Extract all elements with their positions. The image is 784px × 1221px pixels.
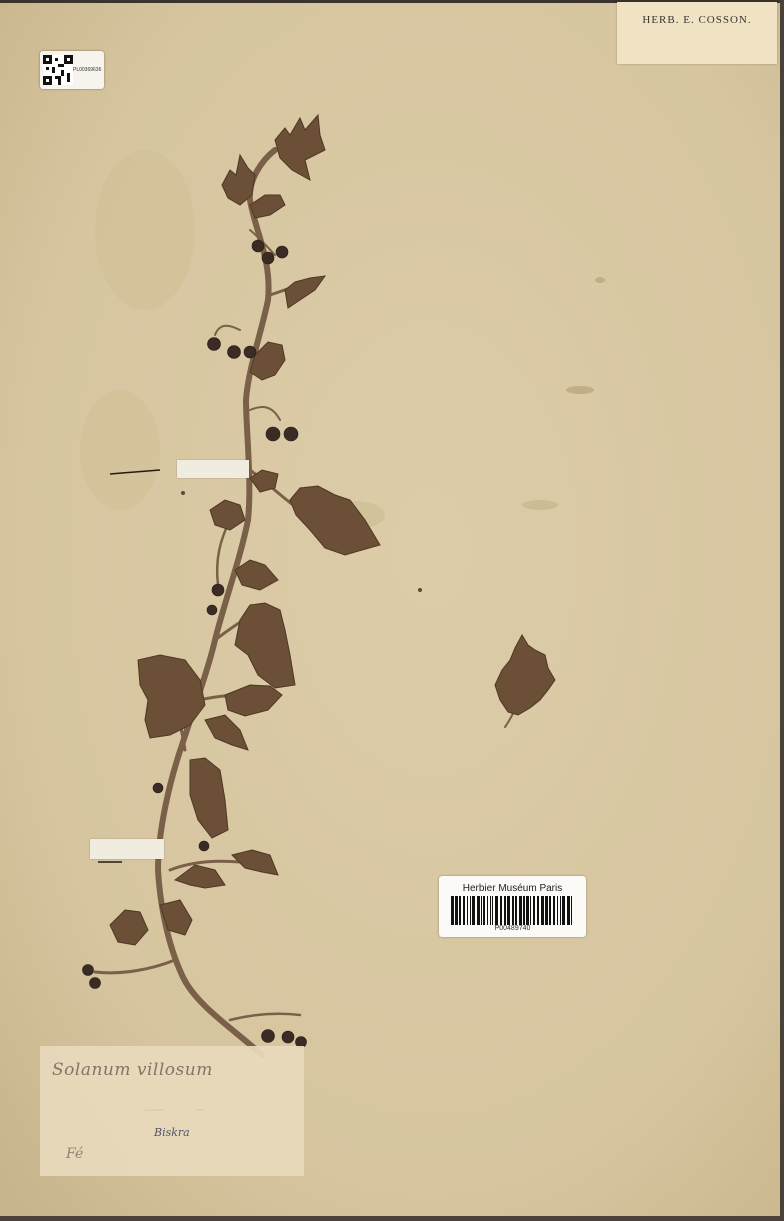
- berry: [284, 427, 298, 441]
- berry: [262, 1030, 275, 1043]
- locality-text: Biskra: [154, 1126, 190, 1139]
- barcode-bar: [549, 896, 551, 925]
- barcode-icon: [451, 896, 575, 925]
- barcode-bar: [519, 896, 522, 925]
- barcode-bar: [512, 896, 514, 925]
- leaf: [138, 655, 205, 738]
- barcode-bar: [533, 896, 535, 925]
- barcode-bar: [487, 896, 488, 925]
- mounting-strap: [90, 839, 164, 859]
- berry: [252, 240, 264, 252]
- berry: [266, 427, 280, 441]
- barcode-bar: [545, 896, 548, 925]
- berry: [244, 346, 256, 358]
- berry: [276, 246, 288, 258]
- barcode-bar: [470, 896, 471, 925]
- berry: [90, 978, 101, 989]
- species-name: Solanum villosum: [52, 1060, 213, 1080]
- barcode-bar: [455, 896, 458, 925]
- leaf: [175, 865, 225, 888]
- barcode-bar: [463, 896, 465, 925]
- berry: [207, 605, 217, 615]
- berry: [228, 346, 241, 359]
- leaf: [210, 500, 245, 530]
- qr-code-icon: [43, 55, 73, 85]
- leaf: [110, 910, 148, 945]
- barcode-bar: [541, 896, 544, 925]
- barcode-number: P00489740: [494, 925, 531, 932]
- barcode-bar: [537, 896, 539, 925]
- mounting-strap: [177, 460, 249, 478]
- barcode-bar: [526, 896, 529, 925]
- barcode-bar: [490, 896, 491, 925]
- leaf: [235, 603, 295, 688]
- barcode-bar: [467, 896, 468, 925]
- barcode-bar: [560, 896, 561, 925]
- leaf: [225, 685, 282, 716]
- barcode-bar: [483, 896, 485, 925]
- barcode-bar: [477, 896, 480, 925]
- berry: [83, 965, 94, 976]
- barcode-institution: Herbier Muséum Paris: [462, 883, 563, 894]
- barcode-bar: [515, 896, 517, 925]
- determination-label: [40, 1046, 304, 1176]
- berry: [208, 338, 221, 351]
- berry: [153, 783, 163, 793]
- barcode-bar: [451, 896, 454, 925]
- leaf: [205, 715, 248, 750]
- barcode-bar: [495, 896, 498, 925]
- barcode-bar: [567, 896, 570, 925]
- barcode-label: [439, 876, 586, 937]
- barcode-bar: [481, 896, 482, 925]
- barcode-bar: [553, 896, 555, 925]
- berry: [262, 252, 274, 264]
- leaf: [285, 276, 325, 308]
- qr-sticker: [40, 51, 104, 89]
- berry: [212, 584, 224, 596]
- barcode-bar: [557, 896, 558, 925]
- herbarium-collection-label: [617, 2, 777, 64]
- barcode-bar: [504, 896, 506, 925]
- barcode-bar: [530, 896, 531, 925]
- barcode-bar: [472, 896, 475, 925]
- leaf: [232, 850, 278, 875]
- leaf: [495, 635, 555, 715]
- leaf: [275, 115, 325, 180]
- barcode-bar: [500, 896, 502, 925]
- barcode-bar: [562, 896, 565, 925]
- barcode-bar: [523, 896, 525, 925]
- leaf: [250, 195, 285, 218]
- berry: [282, 1031, 294, 1043]
- barcode-bar: [492, 896, 493, 925]
- leaf: [235, 560, 278, 590]
- barcode-bar: [507, 896, 510, 925]
- leaf: [290, 486, 380, 555]
- barcode-bar: [459, 896, 461, 925]
- qr-sticker-id: PL00369636: [73, 67, 102, 73]
- berry: [199, 841, 209, 851]
- herbarium-label-text: HERB. E. COSSON.: [642, 14, 752, 26]
- collector-mark: Fé: [66, 1146, 84, 1162]
- leaf: [190, 758, 228, 838]
- barcode-bar: [571, 896, 572, 925]
